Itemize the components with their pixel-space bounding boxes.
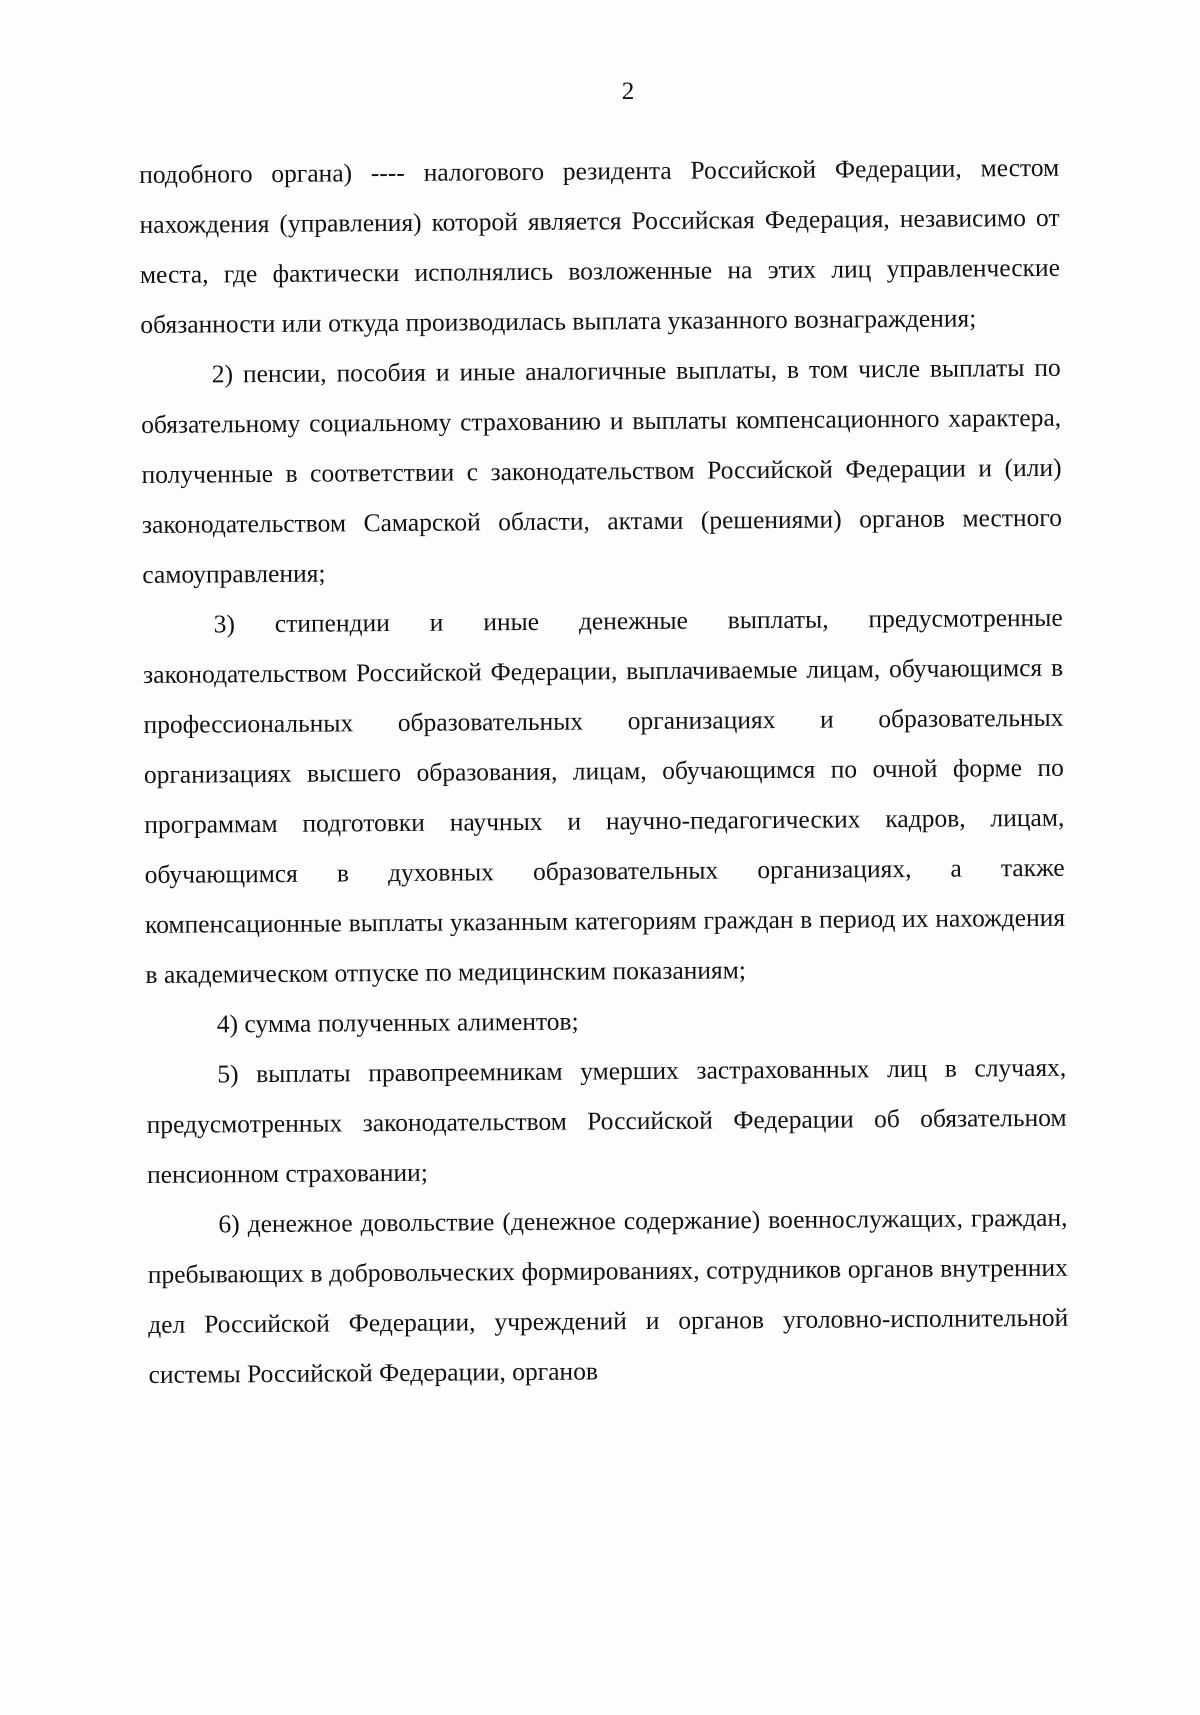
paragraph-item-2: 2) пенсии, пособия и иные аналогичные выплаты, в том числе выплаты по обязательному социальному страхованию и выплаты компенсационного характера, полученные в соответствии с законодательством Российской Федерации и (или) законодательством Самарской области, актами (решениями) органов местного самоуправления; xyxy=(141,352,1063,589)
paragraph-item-6: 6) денежное довольствие (денежное содержание) военнослужащих, граждан, пребывающих в добровольческих формированиях, сотрудников органов внутренних дел Российской Федерации, учреждений и органов уголовно-исполнительной системы Российской Федерации, органов xyxy=(147,1202,1069,1389)
paragraph-item-3: 3) стипендии и иные денежные выплаты, предусмотренные законодательством Российской Федерации, выплачиваемые лицам, обучающимся в профессиональных образовательных организациях и образовательных организациях высшего образования, лицам, обучающимся по очной форме по программам подготовки научных и научно-педагогических кадров, лицам, обучающимся в духовных образовательных организациях, а также компенсационные выплаты указанным категориям граждан в период их нахождения в академическом отпуске по медицинским показаниям; xyxy=(143,602,1066,989)
paragraph-continuation: подобного органа) ---- налогового резидента Российской Федерации, местом нахождения (управления) которой является Российская Федерация, независимо от места, где фактически исполнялись возложенные на этих лиц управленческие обязанности или откуда производилась выплата указанного вознаграждения; xyxy=(139,152,1061,339)
paragraph-item-4: 4) сумма полученных алиментов; xyxy=(216,1006,579,1039)
paragraph-item-5: 5) выплаты правопреемникам умерших застрахованных лиц в случаях, предусмотренных законодательством Российской Федерации об обязательном пенсионном страховании; xyxy=(146,1052,1067,1189)
page-number: 2 xyxy=(621,78,635,105)
document-body xyxy=(139,143,1069,1400)
